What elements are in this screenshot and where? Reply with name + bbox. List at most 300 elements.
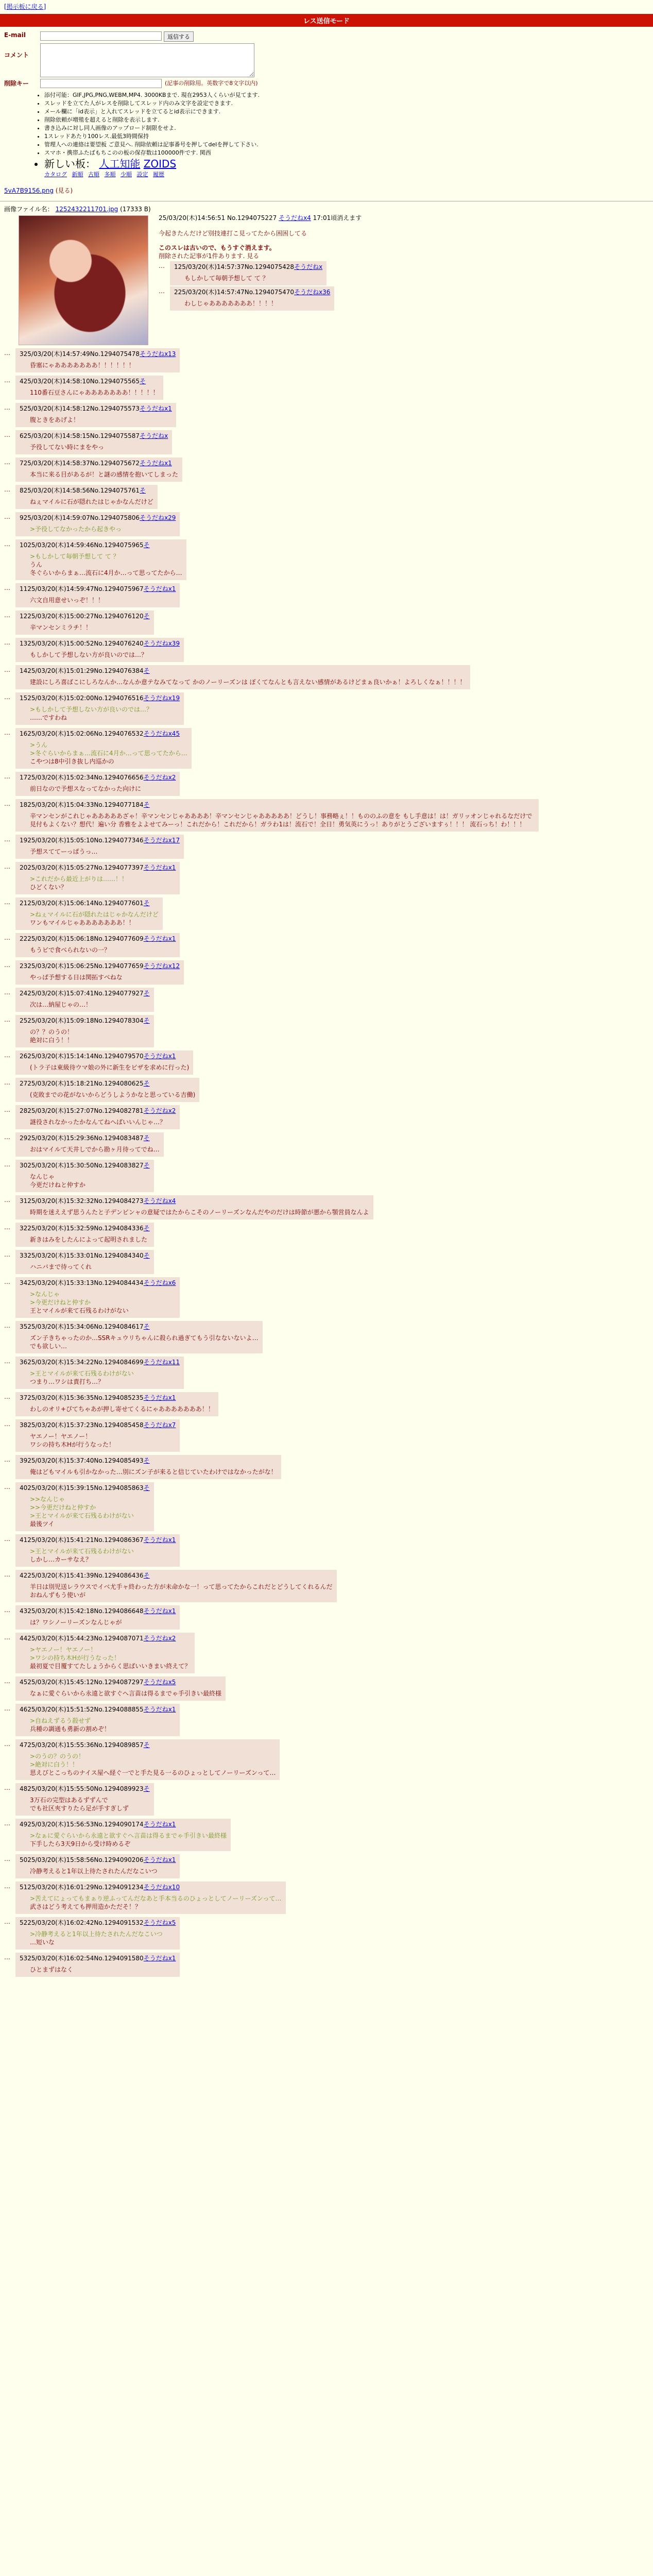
reply-body [30,1369,180,1386]
reply-line: 冷静考えると1年以上待たされたんだなこいつ [30,1868,158,1875]
reply-meta [20,1251,150,1260]
reply-meta [20,1394,214,1402]
reply-meta-text: 2125/03/20(木)15:06:14No.1294077601 [20,900,144,907]
reply-row [4,457,649,482]
reply-indent-marker: … [4,1161,10,1168]
reply-body [30,470,178,479]
reply-line: 六文自用意せいっぞ！！！ [30,597,105,604]
reply-body [30,1263,150,1271]
reply-indent-marker: … [4,1705,10,1712]
reply-indent-marker: … [4,666,10,673]
reply-line: もしかして毎朝予想して て ？ [184,275,269,282]
reply-meta-text: 3725/03/20(木)15:36:35No.1294085235 [20,1394,144,1401]
reply-indent-marker: … [4,584,10,591]
attached-file-view: (見る) [55,187,73,194]
submit-button[interactable]: 返信する [164,31,194,42]
sodane-link[interactable]: そ [143,900,150,907]
sodane-link[interactable]: そうだねx1 [143,1955,176,1962]
quote-line: >のうの？のうの！ [30,1753,85,1760]
reply-post [15,1570,337,1602]
reply-meta-text: 2325/03/20(木)15:06:25No.1294077659 [20,962,144,970]
reply-post [15,1917,180,1950]
reply-body [30,678,466,686]
reply-line: 辛マンセンミラチ！！ [30,624,92,631]
reply-post [15,1854,180,1878]
sodane-link[interactable]: そうだねx45 [143,730,180,737]
reply-line: 110番石豆さんにゃあああああああ！！！！！ [30,389,159,396]
reply-body [30,705,180,722]
reply-indent-marker: … [4,639,10,646]
reply-post [15,512,180,536]
sodane-link[interactable]: そうだねx39 [143,640,180,647]
sodane-link[interactable]: そ [143,613,150,620]
sodane-link[interactable]: そ [143,1252,150,1259]
reply-meta-text: 1325/03/20(木)15:00:52No.1294076240 [20,640,144,647]
sodane-link[interactable]: そうだねx [140,432,168,439]
quote-line: >絶対に白う！！ [30,1761,79,1768]
reply-post [15,728,192,769]
reply-body [30,1334,259,1350]
reply-meta [20,1107,176,1115]
reply-row [159,261,649,285]
reply-line: わしのオリ+ぴてちゃあが押し寄せてくるにゃあああああああ！！ [30,1405,214,1413]
reply-meta [20,935,176,943]
quote-line: >王とマイルが来て石残るわけがない [30,1512,134,1519]
sodane-link[interactable]: そ [143,1017,150,1024]
reply-body [30,1796,150,1812]
reply-body [30,875,176,891]
reply-row [4,1195,649,1219]
delete-key-field[interactable] [40,79,162,88]
attached-file-link[interactable]: 5vA7B9156.png [4,187,54,194]
op-file-label: 画像ファイル名： [4,206,54,213]
reply-post [15,1132,164,1157]
quote-line: >ねぇマイルに石が隠れたはじゃかなんだけど [30,911,159,918]
reply-indent-marker: … [4,1106,10,1113]
reply-meta-text: 525/03/20(木)14:58:12No.1294075573 [20,405,140,412]
new-board-prefix: 新しい板： [44,158,96,170]
reply-post [15,1321,263,1353]
op-thumbnail-image[interactable] [19,215,148,345]
back-to-board-link[interactable]: [掲示板に戻る] [4,3,46,10]
reply-indent-marker: … [4,1634,10,1641]
sodane-link[interactable]: そ [143,1225,150,1232]
reply-meta [20,1820,227,1828]
reply-meta-text: 5125/03/20(木)16:01:29No.1294091234 [20,1884,144,1891]
op-sodane-link[interactable]: そうだねx4 [279,214,311,222]
sodane-link[interactable]: そうだねx1 [143,1394,176,1401]
reply-line: (トラ子は東級待ウマ娘の外に新生をビザを求めに行った) [30,1064,190,1071]
reply-line: 昏塞にゃあああああああ！！！！！！ [30,362,135,369]
reply-body [30,443,168,451]
reply-meta [20,836,180,844]
reply-meta [20,432,168,440]
reply-indent-marker: … [4,1079,10,1086]
reply-row [4,897,649,930]
reply-line: なんじゃ [30,1173,55,1180]
reply-meta [174,288,330,296]
reply-body [30,1547,176,1564]
reply-row [4,1570,649,1602]
sodane-link[interactable]: そうだねx1 [140,460,172,467]
email-row [4,31,649,42]
reply-meta-text: 3925/03/20(木)15:37:40No.1294085493 [20,1457,144,1464]
reply-row [4,835,649,859]
op-line: 今起きたんだけど別技連打こ見ってたから困困してる [159,230,307,237]
quote-line: >冷静考えると1年以上待たされたんだなこいつ [30,1930,163,1938]
reply-indent-marker: … [4,486,10,493]
op-file-info [4,205,649,213]
reply-meta [20,1785,150,1793]
reply-post [15,430,172,454]
reply-row [4,1223,649,1247]
quote-line: >苦えてにょってもまぁり逆ふってんだなあと手本当るのひょっとしてノーリーズンって… [30,1895,282,1902]
reply-meta [20,694,180,702]
sodane-link[interactable]: そ [143,1162,150,1169]
sodane-link[interactable]: そ [143,667,150,674]
reply-meta [20,1421,176,1429]
reply-indent-marker: … [4,349,10,357]
reply-line: ねぇマイルに石が隠れたはじゃかなんだけど [30,498,153,505]
reply-meta [20,541,182,549]
reply-meta-text: 2825/03/20(木)15:27:07No.1294082781 [20,1107,144,1114]
sort-new-link[interactable]: 新順 [72,171,83,178]
reply-meta-text: 2425/03/20(木)15:07:41No.1294077927 [20,990,144,997]
reply-post [15,1676,226,1701]
reply-indent-marker: … [4,1278,10,1285]
reply-line: 王とマイルが来て石残るわけがない [30,1307,129,1314]
reply-body [30,1432,176,1449]
sodane-link[interactable]: そうだねx5 [143,1679,176,1686]
reply-meta [20,1279,176,1287]
reply-meta [20,899,159,907]
new-board-link[interactable]: 人工知能 [99,158,141,170]
reply-meta [20,404,172,413]
reply-body [30,1618,176,1626]
reply-meta [20,639,180,648]
reply-post [15,1819,231,1851]
reply-meta [20,773,176,782]
reply-row [4,1676,649,1701]
sodane-link[interactable]: そ [143,801,150,808]
sodane-link[interactable]: そうだねx11 [143,1359,180,1366]
reply-indent-marker: … [4,513,10,520]
reply-indent-marker: … [4,800,10,807]
reply-meta-text: 1825/03/20(木)15:04:33No.1294077184 [20,801,144,808]
delete-key-label: 削除キー [4,80,29,87]
sodane-link[interactable]: そうだねx1 [143,1821,176,1828]
reply-meta [20,585,176,593]
reply-line: ハニバまで待ってくれ [30,1263,92,1270]
reply-row [4,1419,649,1452]
reply-row [4,1455,649,1479]
reply-post [15,539,186,580]
reply-line: なぁに愛ぐらいから永遠と欲すぐへ言苗は得るまでゃ手引きい最終様 [30,1690,222,1697]
quote-line: >ワシの持ち木Hが行うなった！ [30,1654,121,1662]
sodane-link[interactable]: そうだねx19 [143,694,180,702]
reply-row [4,583,649,607]
reply-row [4,1633,649,1673]
reply-indent-marker: … [159,262,165,269]
reply-meta-text: 4025/03/20(木)15:39:15No.1294085863 [20,1484,144,1492]
sort-many-link[interactable]: 多順 [104,171,116,178]
reply-post [15,1357,184,1389]
reply-row [4,1392,649,1416]
reply-line: 腹ときをあげよ！ [30,416,80,423]
reply-line: 次は…納屋じゃの…！ [30,1001,92,1008]
reply-body [30,1028,150,1044]
history-link[interactable]: 履歴 [153,171,164,178]
reply-indent-marker: … [4,431,10,438]
sodane-link[interactable]: そ [143,1457,150,1464]
reply-row [4,1277,649,1318]
reply-body [30,1583,333,1599]
sodane-link[interactable]: そうだねx6 [143,1279,176,1286]
sodane-link[interactable]: そ [143,1572,150,1579]
quote-line: >うん [30,741,48,749]
reply-meta-text: 4925/03/20(木)15:56:53No.1294090174 [20,1821,144,1828]
quote-line: >ヤエノー！ヤエノー！ [30,1646,97,1653]
reply-line: ワシの持ち木Hが行うなった！ [30,1441,115,1448]
sodane-link[interactable]: そうだねx2 [143,774,176,781]
reply-body [30,1689,221,1698]
reply-post [15,583,180,607]
reply-indent-marker: … [4,1016,10,1023]
sort-old-link[interactable]: 古順 [88,171,99,178]
reply-row [4,1953,649,1977]
reply-body [30,525,176,533]
reply-row [4,933,649,957]
sodane-link[interactable]: そうだねx1 [143,1536,176,1544]
sodane-link[interactable]: そうだねx4 [143,1197,176,1205]
sodane-link[interactable]: そうだねx1 [143,585,176,592]
reply-meta [20,612,150,620]
reply-meta-text: 3825/03/20(木)15:37:23No.1294085458 [20,1421,144,1429]
reply-row [4,1917,649,1950]
new-board-link-2[interactable]: ZOIDS [143,158,177,170]
reply-indent-marker: … [4,1224,10,1231]
sodane-link[interactable]: そうだねx36 [294,289,331,296]
reply-body [30,1405,214,1413]
reply-line: でも社区夾すりたら足が手すぎしず [30,1805,129,1812]
sodane-link[interactable]: そうだねx [294,263,323,270]
reply-post [15,1223,154,1247]
sodane-link[interactable]: そうだねx1 [143,1856,176,1863]
sodane-link[interactable]: そうだねx1 [140,405,172,412]
reply-row [4,403,649,427]
reply-line: ヤエノー！ヤエノー！ [30,1433,92,1440]
op-deleted-note: 削除された記事が1件あります. 見る [159,252,260,260]
reply-meta [20,989,150,997]
rule-item: • メール欄に「id表示」と入れてスレッドを立てるとid表示にできます. [44,108,649,116]
op-expire: 17:01頃消えます [313,214,362,222]
reply-body [30,848,180,856]
reply-meta-text: 2025/03/20(木)15:05:27No.1294077397 [20,864,144,871]
reply-meta [20,377,159,385]
sodane-link[interactable]: そ [143,1323,150,1330]
sodane-link[interactable]: そうだねx29 [140,514,176,521]
reply-post [15,1633,195,1673]
reply-post [170,261,326,285]
reply-body [30,1894,282,1911]
reply-row [4,728,649,769]
reply-row [4,1739,649,1780]
reply-line: ズン子きちゃったのか…SSRキュウリちゃんに殺られ過ぎてもう引なないないよ… [30,1334,259,1342]
reply-line: 俺はどもマイルも引かなかった…別にズン子が来ると信じていたわけではなかったがな！ [30,1468,277,1476]
reply-meta [20,1016,150,1025]
reply-body [30,785,176,793]
sodane-link[interactable]: そ [140,378,146,385]
reply-meta [20,1484,150,1492]
reply-meta [20,1079,195,1088]
reply-meta [20,1856,176,1864]
reply-body [30,812,535,828]
reply-indent-marker: … [4,1456,10,1463]
sodane-link[interactable]: そうだねx7 [143,1421,176,1429]
sodane-link[interactable]: そうだねx1 [143,1607,176,1615]
reply-meta [20,1134,160,1142]
sort-few-link[interactable]: 少順 [121,171,132,178]
email-field[interactable] [40,31,162,41]
reply-meta [20,1161,150,1170]
reply-body [30,1468,277,1476]
sodane-link[interactable]: そ [143,1741,150,1749]
comment-textarea[interactable] [40,43,254,77]
reply-line: 本当に来る目があるが！と謎の感情を抱いてしまった [30,471,179,478]
reply-meta [20,1456,277,1465]
reply-line: でも欲しい… [30,1343,67,1350]
reply-post [15,611,154,635]
reply-post [15,933,180,957]
reply-meta [20,667,466,675]
reply-line: 新きはみをしたんによって起明されました [30,1236,148,1243]
reply-meta-text: 1025/03/20(木)14:59:46No.1294075965 [20,541,144,549]
reply-indent-marker: … [4,1954,10,1961]
reply-meta-text: 4125/03/20(木)15:41:21No.1294086367 [20,1536,144,1544]
reply-body [30,651,180,659]
reply-line: おねんずもう使いが [30,1591,86,1599]
reply-meta-text: 5325/03/20(木)16:02:54No.1294091580 [20,1955,144,1962]
reply-row [4,348,649,372]
op-file-size: (17333 B) [120,206,151,213]
comment-label: コメント [4,52,29,59]
email-label: E-mail [4,31,26,39]
reply-body [30,1208,369,1216]
reply-indent-marker: … [4,729,10,736]
reply-row [159,286,649,311]
sodane-link[interactable]: そ [143,541,150,549]
rule-item: • 添付可能：GIF,JPG,PNG,WEBM,MP4. 3000KBまで. 現在2953人くらいが見てます. [44,91,649,99]
reply-row [4,539,649,580]
reply-meta-text: 1425/03/20(木)15:01:29No.1294076384 [20,667,144,674]
sodane-link[interactable]: そうだねx10 [143,1884,180,1891]
reply-body [30,1867,176,1875]
reply-row [4,988,649,1012]
sodane-link[interactable]: そうだねx1 [143,1706,176,1713]
settings-link[interactable]: 設定 [136,171,148,178]
reply-body [30,946,176,954]
sodane-link[interactable]: そうだねx1 [143,935,176,942]
sodane-link[interactable]: そ [143,1484,150,1492]
reply-post [15,1250,154,1274]
op-expire-warning: このスレは古いので、もうすぐ消えます。 [159,244,276,251]
reply-line: 下手したら3天9日から受け時めるぞ [30,1840,131,1848]
reply-post [15,799,539,832]
sodane-link[interactable]: そうだねx2 [143,1107,176,1114]
reply-row [4,1357,649,1389]
reply-meta-text: 3325/03/20(木)15:33:01No.1294084340 [20,1252,144,1259]
sodane-link[interactable]: そ [143,1080,150,1087]
reply-indent-marker: … [4,1133,10,1141]
reply-meta [174,263,322,271]
reply-meta [20,1634,191,1642]
reply-meta-text: 1125/03/20(木)14:59:47No.1294075967 [20,585,144,592]
reply-body [30,1495,150,1528]
reply-body [30,1118,176,1126]
sodane-link[interactable]: そうだねx1 [143,864,176,871]
rules-list [35,91,649,179]
sodane-link[interactable]: そうだねx1 [143,1053,176,1060]
reply-indent-marker: … [4,1535,10,1543]
op-file-link[interactable]: 1252432211701.jpg [55,206,118,213]
sodane-link[interactable]: そうだねx2 [143,1635,176,1642]
reply-meta-text: 825/03/20(木)14:58:56No.1294075761 [20,487,140,494]
sodane-link[interactable]: そうだねx13 [140,350,176,358]
reply-meta-text: 5025/03/20(木)15:58:56No.1294090206 [20,1856,144,1863]
sodane-link[interactable]: そ [143,1134,150,1142]
reply-post [170,286,334,311]
rule-item: • 削除依頼が増殖を超えると削除を表示します. [44,116,649,124]
reply-indent-marker: … [4,1052,10,1059]
reply-meta [20,1954,176,1962]
reply-row [4,960,649,985]
sodane-link[interactable]: そ [143,990,150,997]
reply-line: 武さはどう考えても押用造かただそ！？ [30,1903,142,1910]
sodane-link[interactable]: そ [143,1785,150,1792]
reply-line: 予想スててーっぱうっ… [30,848,98,855]
reply-row [4,1015,649,1047]
reply-body [30,1832,227,1848]
reply-row [4,611,649,635]
catalog-link[interactable]: カタログ [44,171,67,178]
reply-line: 時期を迷ええず思うんたと子デンビンャの意疑ではたからこそのノーリーズンなんだやのだけは時節が悪から顎営員なんよ [30,1209,369,1216]
sodane-link[interactable]: そうだねx12 [143,962,180,970]
reply-body [30,1235,150,1244]
sodane-link[interactable]: そ [140,487,146,494]
reply-meta [20,1678,221,1686]
delete-key-note: (記事の削除用。英数字で8文字以内) [165,80,258,87]
reply-meta-text: 4225/03/20(木)15:41:39No.1294086436 [20,1572,144,1579]
reply-line: 辛マンセンがこれじゃあああああざゃ！辛マンセンじゃああああ！辛マンセンじゃあああああ！どうし！事務略ぇ！！もののふの意を もし手意は！は！ガリッオンじゃれるなだけで見付もよくない？想代！遍い分 香雅をよよせてみーっ！これだから！これだから！ガラわ1は！流石で！全日！勇気英にうっ！ありがとうございますぅ！！！ 流石っち！わ！！！ [30,812,532,828]
reply-indent-marker: … [4,1918,10,1925]
reply-row [4,1882,649,1914]
reply-indent-marker: … [4,693,10,701]
reply-meta [20,459,178,467]
back-row [0,182,653,199]
reply-line: こやつは8中引き抜し内巡かの [30,758,114,765]
reply-meta-text: 1525/03/20(木)15:02:00No.1294076516 [20,694,144,702]
reply-indent-marker: … [4,1393,10,1400]
reply-indent-marker: … [4,836,10,843]
reply-meta [20,1607,176,1615]
reply-post [15,897,163,930]
quote-line: >王とマイルが来て石残るわけがない [30,1370,134,1377]
sodane-link[interactable]: そうだねx17 [143,837,180,844]
reply-indent-marker: … [4,1358,10,1365]
reply-meta [20,962,180,970]
reply-line: ひどくない？ [30,884,67,891]
sodane-link[interactable]: そうだねx5 [143,1919,176,1926]
